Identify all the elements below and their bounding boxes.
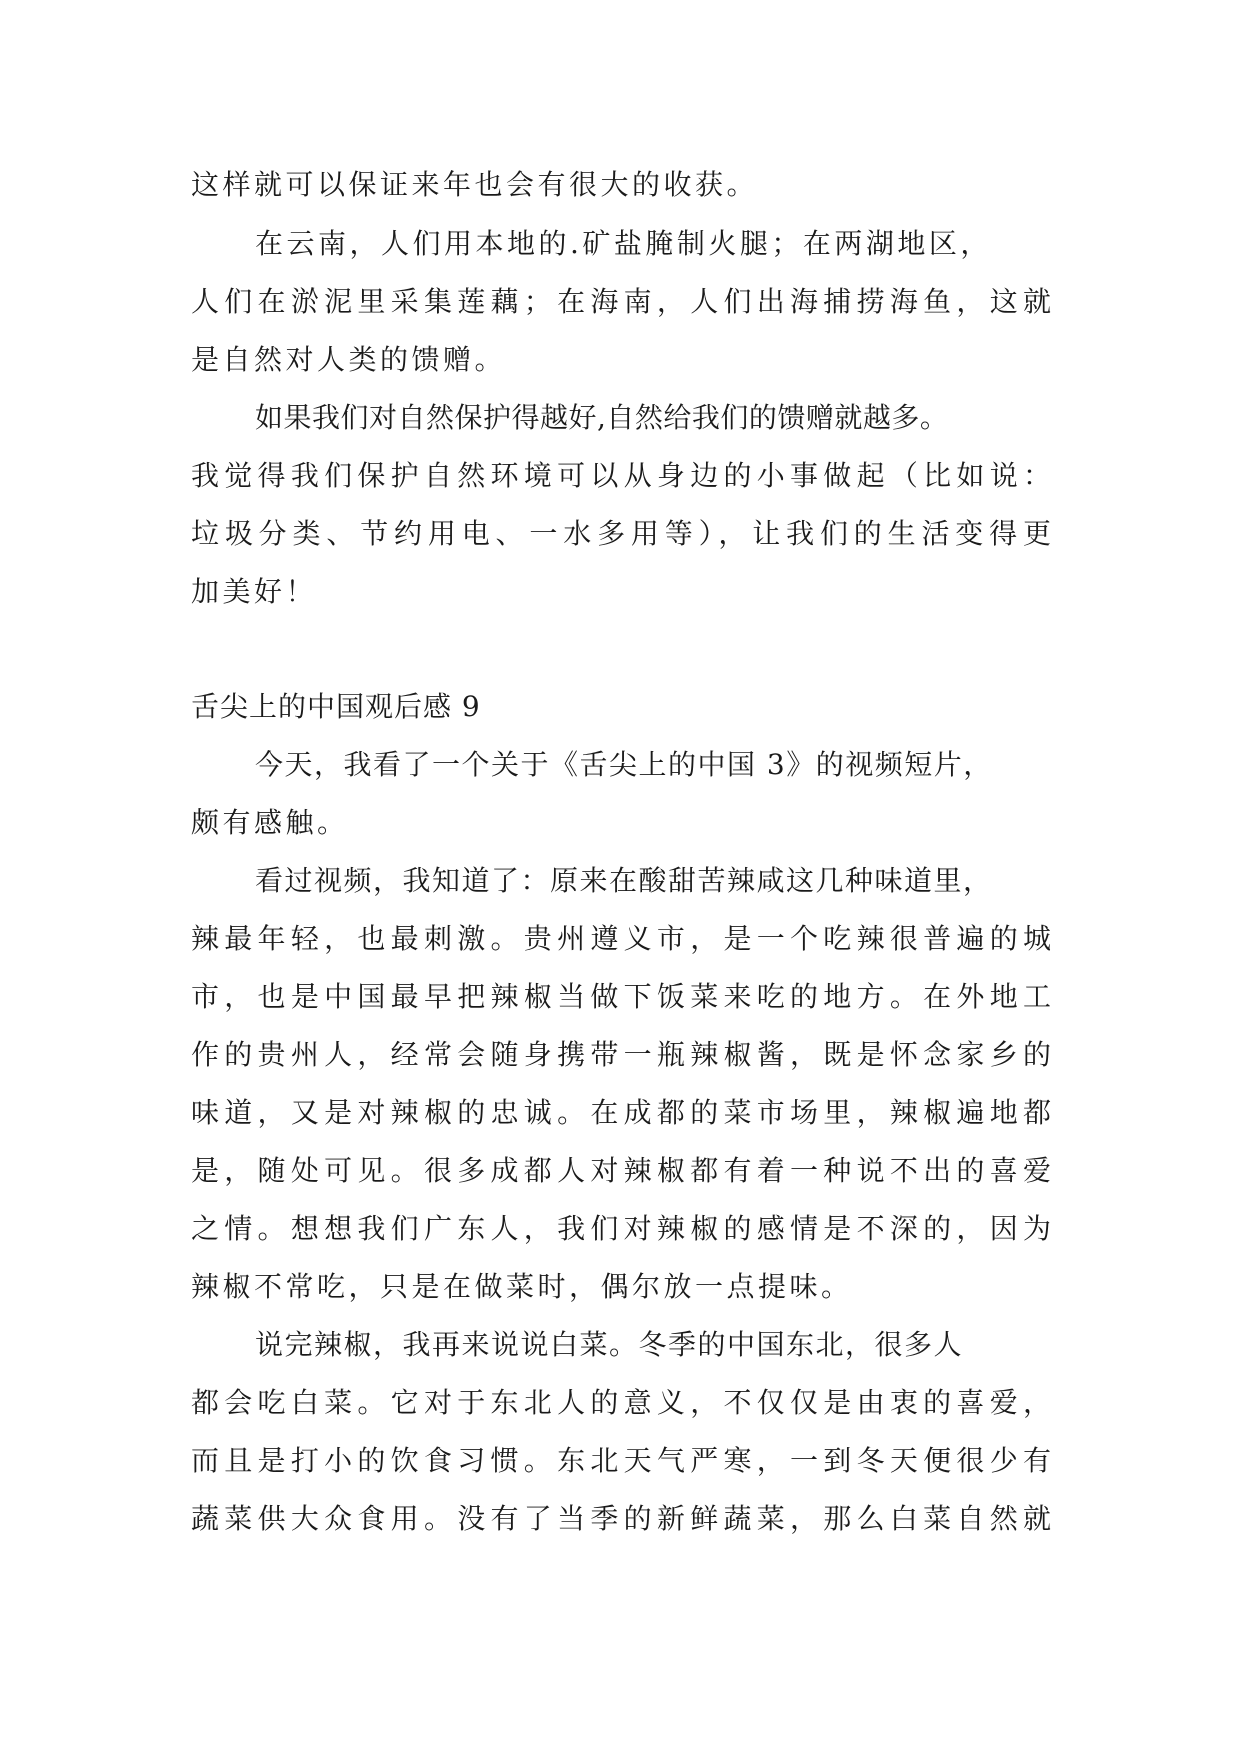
text-line: 辣最年轻，也最刺激。贵州遵义市，是一个吃辣很普遍的城: [191, 922, 1051, 955]
text-line: 味道，又是对辣椒的忠诚。在成都的菜市场里，辣椒遍地都: [191, 1096, 1051, 1129]
text-line: 作的贵州人，经常会随身携带一瓶辣椒酱，既是怀念家乡的: [191, 1038, 1051, 1071]
text-line: 我觉得我们保护自然环境可以从身边的小事做起（比如说：: [191, 459, 1051, 492]
paragraph-first-line: 今天，我看了一个关于《舌尖上的中国 3》的视频短片，: [255, 748, 993, 781]
text-line: 颇有感触。: [191, 806, 349, 839]
text-line: 这样就可以保证来年也会有很大的收获。: [191, 168, 759, 201]
text-line: 都会吃白菜。它对于东北人的意义，不仅仅是由衷的喜爱，: [191, 1386, 1051, 1419]
text-line: 是自然对人类的馈赠。: [191, 343, 507, 376]
text-line: 之情。想想我们广东人，我们对辣椒的感情是不深的，因为: [191, 1212, 1051, 1245]
text-line: 是，随处可见。很多成都人对辣椒都有着一种说不出的喜爱: [191, 1154, 1051, 1187]
text-line: 市，也是中国最早把辣椒当做下饭菜来吃的地方。在外地工: [191, 980, 1051, 1013]
paragraph-first-line: 说完辣椒，我再来说说白菜。冬季的中国东北，很多人: [255, 1328, 964, 1361]
paragraph-first-line: 看过视频，我知道了：原来在酸甜苦辣咸这几种味道里，: [255, 864, 993, 897]
text-line: 辣椒不常吃，只是在做菜时，偶尔放一点提味。: [191, 1270, 853, 1303]
section-title: 舌尖上的中国观后感 9: [191, 690, 481, 723]
text-line: 人们在淤泥里采集莲藕；在海南，人们出海捕捞海鱼，这就: [191, 285, 1051, 318]
text-line: 蔬菜供大众食用。没有了当季的新鲜蔬菜，那么白菜自然就: [191, 1502, 1051, 1535]
text-line: 而且是打小的饮食习惯。东北天气严寒，一到冬天便很少有: [191, 1444, 1051, 1477]
paragraph-first-line: 在云南，人们用本地的.矿盐腌制火腿；在两湖地区，: [255, 227, 992, 260]
text-line: 垃圾分类、节约用电、一水多用等），让我们的生活变得更: [191, 517, 1051, 550]
paragraph-first-line: 如果我们对自然保护得越好,自然给我们的馈赠就越多。: [255, 401, 949, 434]
text-line: 加美好！: [191, 575, 318, 608]
